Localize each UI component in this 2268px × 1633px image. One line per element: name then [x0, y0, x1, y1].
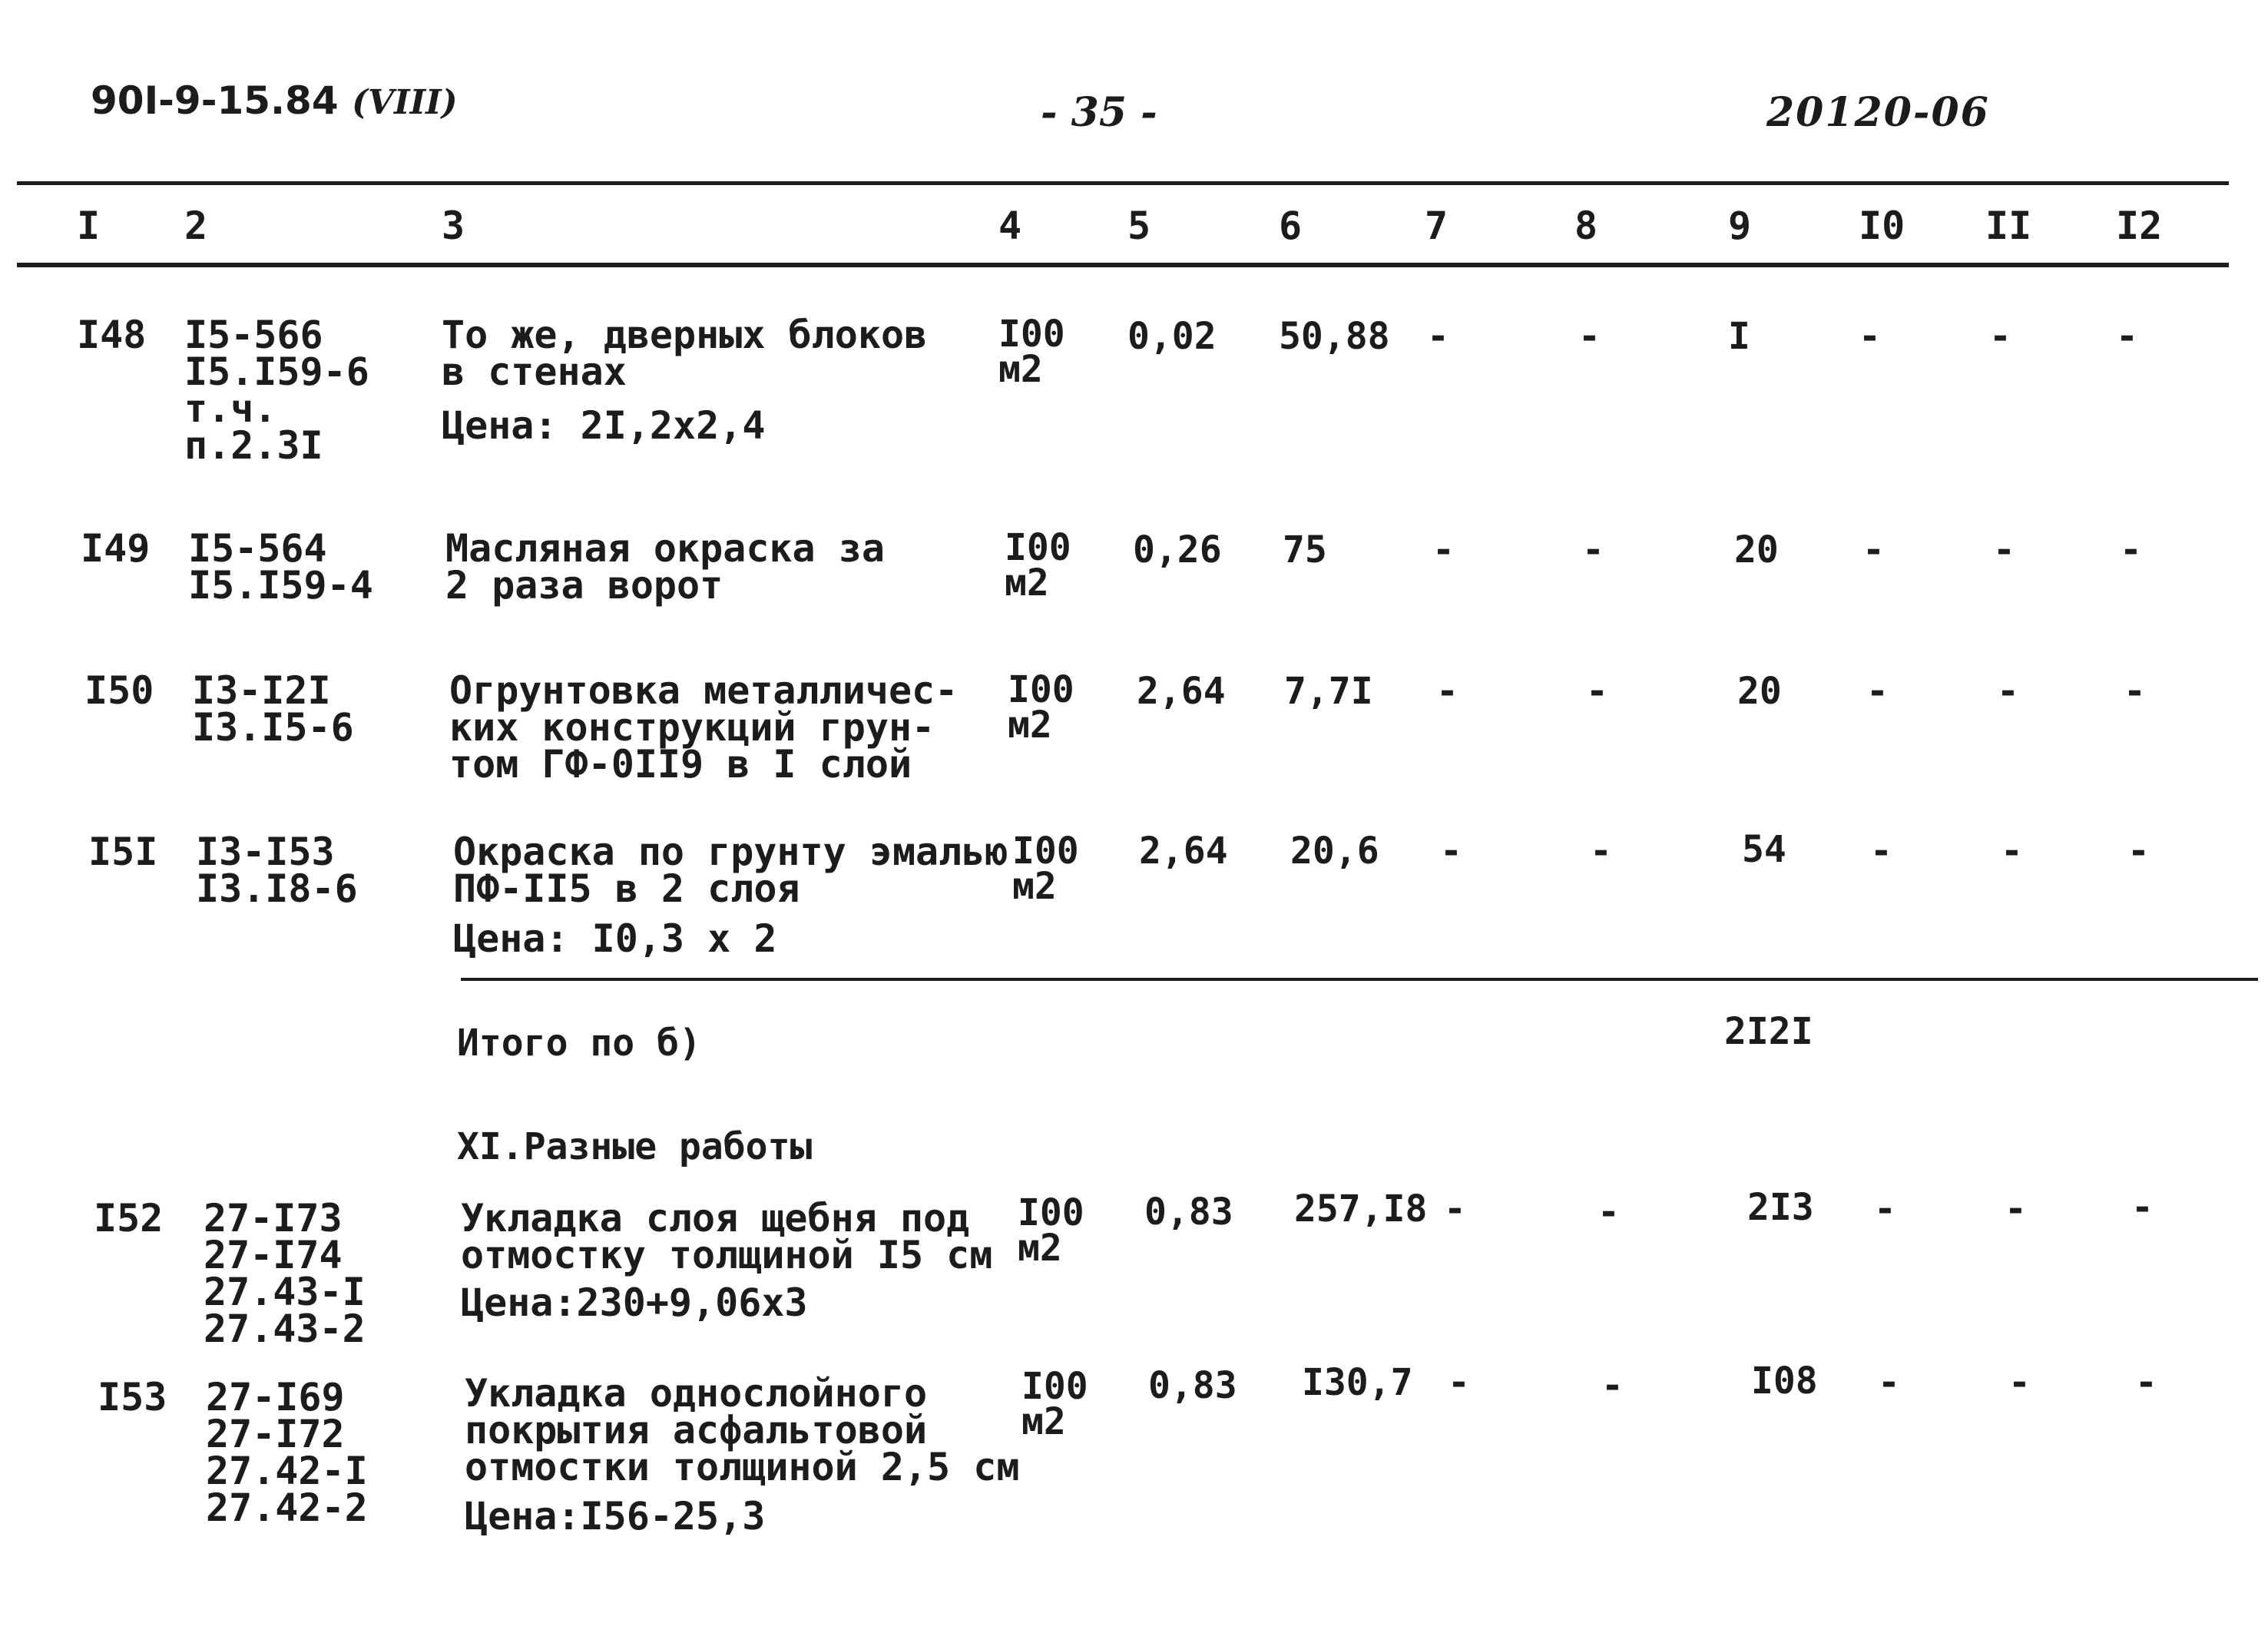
- row-col-11: -: [1993, 528, 2015, 571]
- row-col-11: -: [1997, 670, 2019, 713]
- sheet-code: 20120-06: [1766, 89, 1990, 136]
- column-header-10: I0: [1859, 204, 1905, 248]
- column-header-4: 4: [998, 204, 1022, 248]
- row-col-6: 50,88: [1279, 315, 1390, 358]
- row-col-10: -: [1874, 1187, 1896, 1231]
- row-col-5: 0,02: [1127, 315, 1217, 358]
- row-description: Укладка слоя щебня под отмостку толщиной I5 см: [461, 1196, 993, 1277]
- row-codes: I3-I53 I3.I8-6: [196, 830, 358, 911]
- row-col-7: -: [1436, 670, 1458, 713]
- row-description: Масляная окраска за 2 раза ворот: [445, 526, 885, 608]
- row-col-10: -: [1870, 830, 1892, 873]
- row-col-10: -: [1862, 528, 1885, 571]
- row-col-11: -: [2001, 830, 2023, 873]
- row-description: То же, дверных блоков в стенах: [442, 313, 928, 394]
- row-col-9: 54: [1742, 828, 1786, 871]
- row-number: I49: [81, 526, 151, 571]
- document-code-main: 90I-9-15.84: [91, 78, 339, 123]
- row-unit: I00 м2: [1012, 830, 1079, 908]
- subtotal-value: 2I2I: [1724, 1010, 1813, 1053]
- row-col-12: -: [2120, 528, 2142, 571]
- row-description: Окраска по грунту эмалью ПФ-II5 в 2 слоя: [453, 830, 1008, 911]
- column-header-11: II: [1985, 204, 2032, 248]
- row-price: Цена:230+9,06х3: [461, 1280, 808, 1325]
- row-col-9: 20: [1734, 528, 1779, 571]
- row-number: I48: [77, 313, 147, 357]
- row-col-7: -: [1444, 1187, 1466, 1231]
- row-col-6: 7,7I: [1284, 670, 1373, 713]
- column-header-9: 9: [1728, 204, 1752, 248]
- column-header-7: 7: [1425, 204, 1449, 248]
- row-unit: I00 м2: [1018, 1191, 1084, 1270]
- column-header-1: I: [77, 204, 101, 248]
- page-number: - 35 -: [1041, 89, 1157, 136]
- row-col-8: -: [1601, 1364, 1624, 1407]
- row-col-12: -: [2135, 1361, 2157, 1404]
- row-col-6: 20,6: [1290, 830, 1379, 873]
- row-col-11: -: [1989, 315, 2011, 358]
- row-col-12: -: [2127, 830, 2150, 873]
- row-col-5: 0,83: [1148, 1364, 1237, 1407]
- row-col-12: -: [2124, 670, 2146, 713]
- header-bottom-rule: [17, 263, 2229, 267]
- row-unit: I00 м2: [998, 313, 1065, 391]
- row-col-8: -: [1582, 528, 1604, 571]
- row-number: I53: [98, 1375, 167, 1419]
- row-codes: I3-I2I I3.I5-6: [192, 668, 354, 750]
- row-col-7: -: [1448, 1361, 1470, 1404]
- row-col-5: 2,64: [1137, 670, 1226, 713]
- row-unit: I00 м2: [1008, 668, 1074, 747]
- row-col-5: 0,26: [1133, 528, 1222, 571]
- row-col-10: -: [1859, 315, 1881, 358]
- row-number: I52: [94, 1196, 164, 1240]
- row-col-8: -: [1578, 315, 1601, 358]
- row-col-9: 20: [1737, 670, 1782, 713]
- row-price: Цена: 2I,2х2,4: [442, 403, 766, 448]
- row-col-6: 257,I8: [1294, 1187, 1428, 1231]
- column-header-5: 5: [1127, 204, 1151, 248]
- row-col-9: 2I3: [1747, 1186, 1814, 1229]
- row-col-10: -: [1866, 670, 1889, 713]
- column-header-12: I2: [2116, 204, 2163, 248]
- row-col-11: -: [2008, 1361, 2031, 1404]
- header-top-rule: [17, 181, 2229, 185]
- row-col-7: -: [1427, 315, 1449, 358]
- row-col-12: -: [2131, 1186, 2154, 1229]
- column-header-6: 6: [1279, 204, 1303, 248]
- section-title: XI.Разные работы: [457, 1125, 813, 1168]
- row-codes: 27-I73 27-I74 27.43-I 27.43-2: [204, 1196, 366, 1351]
- document-code-suffix: (VIII): [352, 83, 458, 122]
- row-unit: I00 м2: [1021, 1365, 1088, 1443]
- column-header-8: 8: [1574, 204, 1598, 248]
- row-col-7: -: [1432, 528, 1455, 571]
- row-col-9: I: [1728, 315, 1750, 358]
- column-header-2: 2: [184, 204, 208, 248]
- column-header-3: 3: [442, 204, 465, 248]
- row-number: I50: [84, 668, 154, 713]
- row-col-5: 2,64: [1139, 830, 1228, 873]
- row-codes: 27-I69 27-I72 27.42-I 27.42-2: [206, 1375, 368, 1530]
- row-col-7: -: [1440, 830, 1462, 873]
- row-description: Огрунтовка металличес- ких конструкций грун- том ГФ-0II9 в I слой: [449, 668, 959, 787]
- row-col-6: I30,7: [1302, 1361, 1413, 1404]
- row-description: Укладка однослойного покрытия асфальтовой отмостки толщиной 2,5 см: [465, 1371, 1020, 1489]
- row-col-11: -: [2005, 1187, 2027, 1231]
- row-codes: I5-564 I5.I59-4: [188, 526, 373, 608]
- row-col-6: 75: [1283, 528, 1327, 571]
- row-col-8: -: [1590, 830, 1612, 873]
- row-col-8: -: [1586, 670, 1608, 713]
- row-price: Цена: I0,3 х 2: [453, 916, 777, 961]
- row-unit: I00 м2: [1005, 526, 1071, 605]
- row-col-12: -: [2116, 315, 2138, 358]
- subtotal-label: Итого по б): [457, 1022, 701, 1065]
- row-number: I5I: [88, 830, 158, 874]
- row-col-8: -: [1598, 1191, 1620, 1234]
- row-codes: I5-566 I5.I59-6 т.ч. п.2.3I: [184, 313, 369, 468]
- row-price: Цена:I56-25,3: [465, 1494, 766, 1539]
- row-col-9: I08: [1751, 1360, 1818, 1403]
- subtotal-rule: [461, 978, 2258, 981]
- document-code: [91, 78, 458, 123]
- row-col-10: -: [1878, 1361, 1900, 1404]
- row-col-5: 0,83: [1144, 1191, 1233, 1234]
